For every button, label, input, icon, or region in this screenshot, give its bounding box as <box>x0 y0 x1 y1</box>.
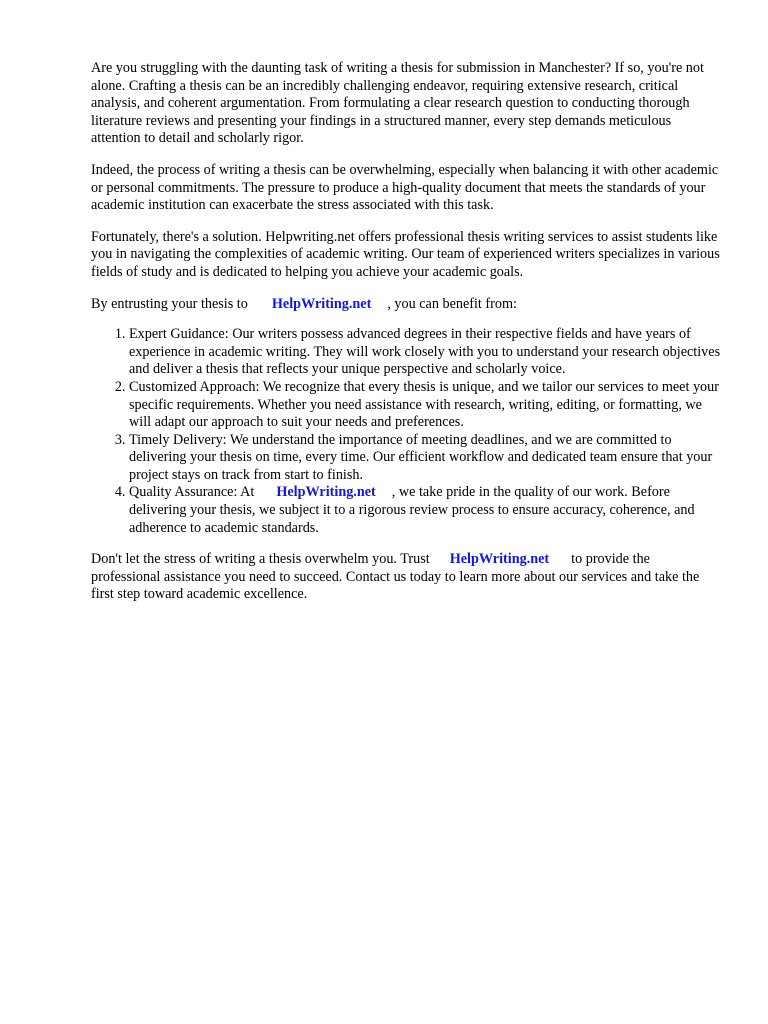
document-page <box>91 60 721 618</box>
list-item <box>129 326 721 379</box>
closing-paragraph <box>91 551 721 604</box>
entrust-paragraph <box>91 296 721 314</box>
entrust-text-before: By entrusting your thesis to <box>91 295 248 312</box>
intro-paragraph: Are you struggling with the daunting task of writing a thesis for submission in Manchester? If so, you're not alone. Crafting a thesis can be an incredibly challenging endeavor, requiring extensive research, critical analysis, and coherent argumentation. From formulating a clear research question to conducting thorough literature reviews and presenting your findings in a structured manner, every step demands meticulous attention to detail and scholarly rigor. <box>91 60 704 147</box>
list-item <box>129 432 721 485</box>
benefits-list <box>91 326 721 537</box>
closing-text-after: to provide the professional assistance you need to succeed. Contact us today to learn more about our services and take the first step toward academic excellence. <box>91 551 700 603</box>
benefit-text: Timely Delivery: We understand the importance of meeting deadlines, and we are committed to delivering your thesis on time, every time. Our efficient workflow and dedicated team ensure that your project stays on track from start to finish. <box>129 431 713 483</box>
benefit-text: Customized Approach: We recognize that every thesis is unique, and we tailor our services to meet your specific requirements. Whether you need assistance with research, writing, editing, or formatting, we will adapt our approach to suit your needs and preferences. <box>129 378 719 431</box>
benefit-text-after: , we take pride in the quality of our work. Before delivering your thesis, we subject it to a rigorous review process to ensure accuracy, coherence, and adherence to academic standards. <box>129 484 695 536</box>
solution-paragraph: Fortunately, there's a solution. Helpwriting.net offers professional thesis writing services to assist students like you in navigating the complexities of academic writing. Our team of experienced writers specializes in various fields of study and is dedicated to helping you achieve your academic goals. <box>91 228 720 280</box>
challenge-paragraph: Indeed, the process of writing a thesis can be overwhelming, especially when balancing it with other academic or personal commitments. The pressure to produce a high-quality document that meets the standards of your academic institution can exacerbate the stress associated with this task. <box>91 161 719 214</box>
helpwriting-link[interactable]: HelpWriting.net <box>276 484 376 501</box>
benefit-text: Expert Guidance: Our writers possess advanced degrees in their respective fields and have years of experience in academic writing. They will work closely with you to understand your research objectives and deliver a thesis that reflects your unique perspective and scholarly voice. <box>129 326 721 378</box>
closing-text-before: Don't let the stress of writing a thesis overwhelm you. Trust <box>91 551 430 568</box>
list-item <box>129 484 721 537</box>
helpwriting-link[interactable]: HelpWriting.net <box>271 295 372 312</box>
list-item <box>129 379 721 432</box>
helpwriting-link[interactable]: HelpWriting.net <box>449 551 550 568</box>
benefit-text-before: Quality Assurance: At <box>129 484 255 501</box>
entrust-text-after: , you can benefit from: <box>387 295 517 312</box>
